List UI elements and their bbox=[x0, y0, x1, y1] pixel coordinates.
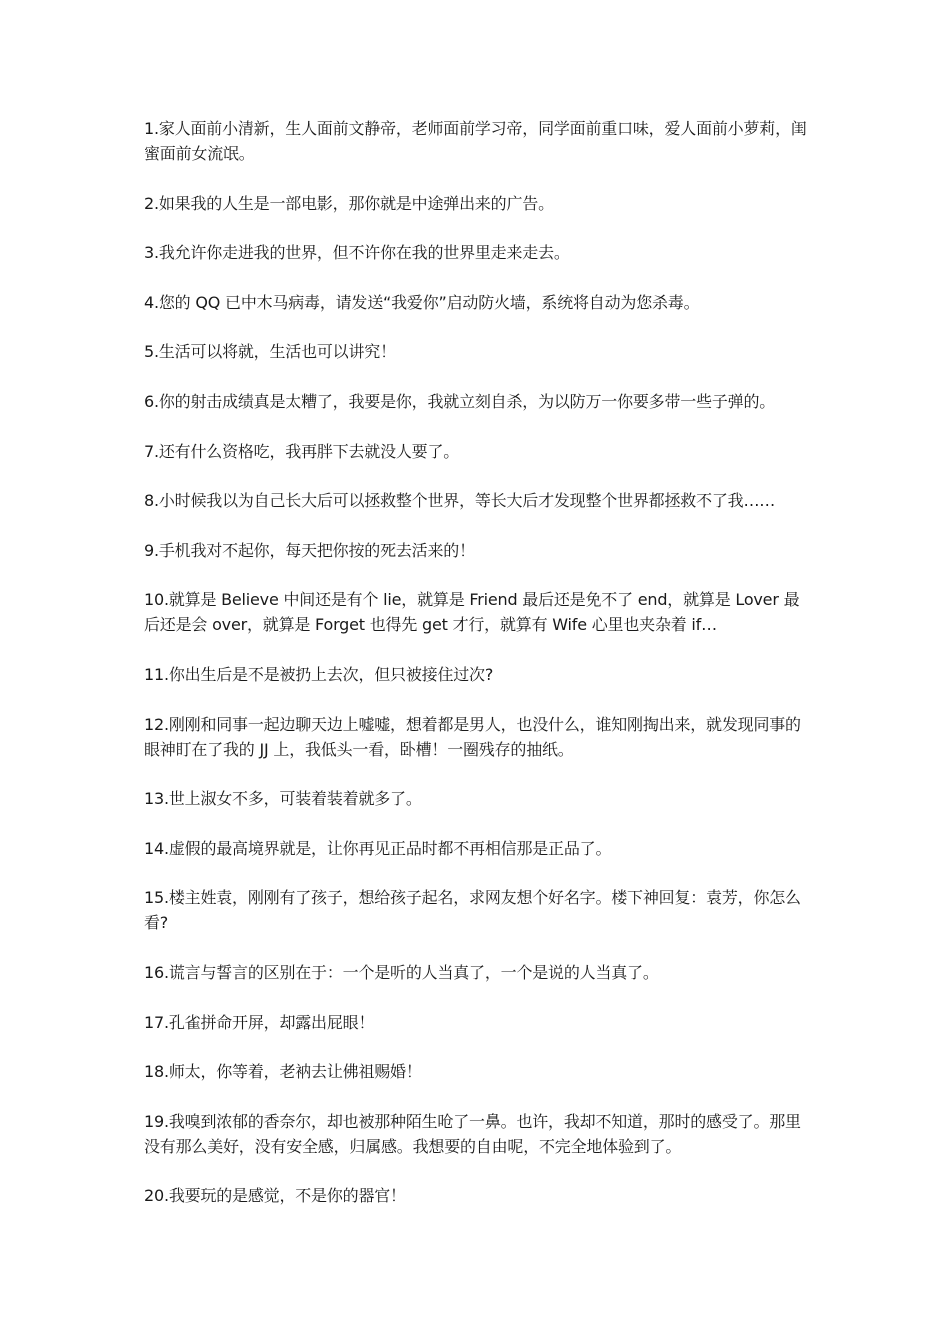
paragraph-4: 4.您的 QQ 已中木马病毒，请发送“我爱你”启动防火墙，系统将自动为您杀毒。 bbox=[144, 292, 700, 312]
paragraph-16: 16.谎言与誓言的区别在于：一个是听的人当真了，一个是说的人当真了。 bbox=[144, 962, 659, 982]
document-body bbox=[144, 116, 808, 1233]
paragraph-13: 13.世上淑女不多，可装着装着就多了。 bbox=[144, 789, 422, 809]
paragraph-19: 19.我嗅到浓郁的香奈尔，却也被那种陌生呛了一鼻。也许，我却不知道，那时的感受了。那里没有那么美好，没有安全感，归属感。我想要的自由呢，不完全地体验到了。 bbox=[144, 1111, 801, 1156]
paragraph-3: 3.我允许你走进我的世界，但不许你在我的世界里走来走去。 bbox=[144, 243, 570, 263]
paragraph-12: 12.刚刚和同事一起边聊天边上嘘嘘，想着都是男人，也没什么，谁知刚掏出来，就发现同事的眼神盯在了我的 JJ 上，我低头一看，卧槽！一圈残存的抽纸。 bbox=[144, 714, 801, 759]
paragraph-18: 18.师太，你等着，老衲去让佛祖赐婚！ bbox=[144, 1062, 422, 1082]
paragraph-17: 17.孔雀拼命开屏，却露出屁眼！ bbox=[144, 1012, 375, 1032]
paragraph-1: 1.家人面前小清新，生人面前文静帝，老师面前学习帝，同学面前重口味，爱人面前小萝莉，闺蜜面前女流氓。 bbox=[144, 119, 807, 163]
paragraph-15: 15.楼主姓袁，刚刚有了孩子，想给孩子起名，求网友想个好名字。楼下神回复：袁芳，你怎么看? bbox=[144, 888, 801, 933]
paragraph-14: 14.虚假的最高境界就是，让你再见正品时都不再相信那是正品了。 bbox=[144, 838, 612, 858]
paragraph-9: 9.手机我对不起你，每天把你按的死去活来的！ bbox=[144, 540, 475, 560]
paragraph-5: 5.生活可以将就，生活也可以讲究！ bbox=[144, 342, 396, 362]
paragraph-11: 11.你出生后是不是被扔上去次，但只被接住过次? bbox=[144, 664, 494, 684]
paragraph-10: 10.就算是 Believe 中间还是有个 lie，就算是 Friend 最后还是免不了 end，就算是 Lover 最后还是会 over，就算是 Forget 也得先 get 才行，就算有 Wife 心里也夹杂着 if… bbox=[144, 590, 800, 635]
paragraph-2: 2.如果我的人生是一部电影，那你就是中途弹出来的广告。 bbox=[144, 193, 554, 213]
paragraph-6: 6.你的射击成绩真是太糟了，我要是你，我就立刻自杀，为以防万一你要多带一些子弹的。 bbox=[144, 391, 776, 411]
paragraph-8: 8.小时候我以为自己长大后可以拯救整个世界，等长大后才发现整个世界都拯救不了我…… bbox=[144, 491, 776, 511]
paragraph-20: 20.我要玩的是感觉，不是你的器官！ bbox=[144, 1186, 406, 1206]
paragraph-7: 7.还有什么资格吃，我再胖下去就没人要了。 bbox=[144, 441, 460, 461]
